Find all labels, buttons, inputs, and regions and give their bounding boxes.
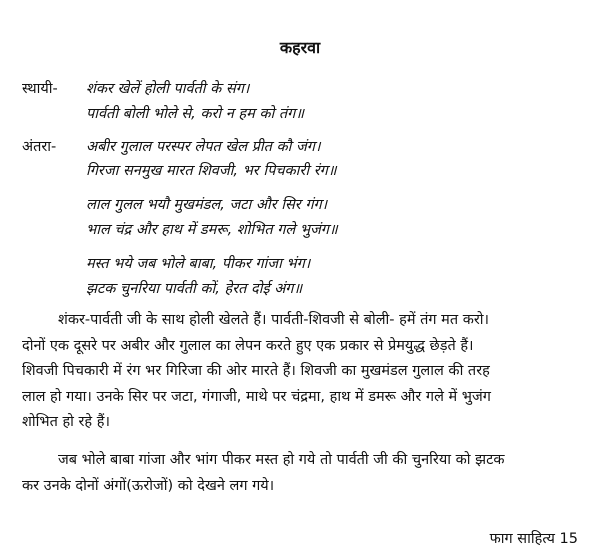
sthayi-label: स्थायी-: [22, 81, 58, 97]
paragraph-2-line-1: जब भोले बाबा गांजा और भांग पीकर मस्त हो गये तो पार्वती जी की चुनरिया को झटक: [58, 452, 505, 468]
paragraph-1-line-4: लाल हो गया। उनके सिर पर जटा, गंगाजी, माथे पर चंद्रमा, हाथ में डमरू और गले में भुजंग: [22, 388, 491, 405]
paragraph-2-line-2: कर उनके दोनों अंगों(ऊरोजों) को देखने लग गये।: [22, 477, 275, 494]
antara-stanza-3-line-2: झटक चुनरिया पार्वती कों, हेरत दोई अंग॥: [86, 281, 303, 297]
antara-stanza-1-line-1: अबीर गुलाल परस्पर लेपत खेल प्रीत कौ जंग।: [86, 139, 321, 155]
antara-label: अंतरा-: [22, 139, 57, 155]
antara-stanza-3-line-1: मस्त भये जब भोले बाबा, पीकर गांजा भंग।: [86, 256, 311, 272]
paragraph-1-line-3: शिवजी पिचकारी में रंग भर गिरिजा की ओर मारते हैं। शिवजी का मुखमंडल गुलाल की तरह: [22, 363, 490, 380]
section-title: कहरवा: [279, 38, 321, 57]
antara-stanza-2-line-2: भाल चंद्र और हाथ में डमरू, शोभित गले भुजंग॥: [86, 222, 338, 238]
sthayi-line-2: पार्वती बोली भोले से, करो न हम को तंग॥: [86, 106, 305, 122]
sthayi-line-1: शंकर खेलें होली पार्वती के संग।: [86, 81, 250, 97]
explanation-paragraph-2: [22, 448, 580, 499]
explanation-paragraph-1: [22, 308, 580, 436]
page-footer: फाग साहित्य 15: [489, 531, 578, 547]
antara-stanza-2-line-1: लाल गुलल भयौ मुखमंडल, जटा और सिर गंग।: [86, 197, 328, 213]
antara-stanza-1-line-2: गिरजा सनमुख मारत शिवजी, भर पिचकारी रंग॥: [86, 163, 337, 179]
paragraph-1-line-1: शंकर-पार्वती जी के साथ होली खेलते हैं। पार्वती-शिवजी से बोली- हमें तंग मत करो।: [58, 312, 490, 328]
paragraph-1-line-2: दोनों एक दूसरे पर अबीर और गुलाल का लेपन करते हुए एक प्रकार से प्रेमयुद्ध छेड़ते हैं।: [22, 337, 474, 354]
paragraph-1-line-5: शोभित हो रहे हैं।: [22, 414, 110, 431]
